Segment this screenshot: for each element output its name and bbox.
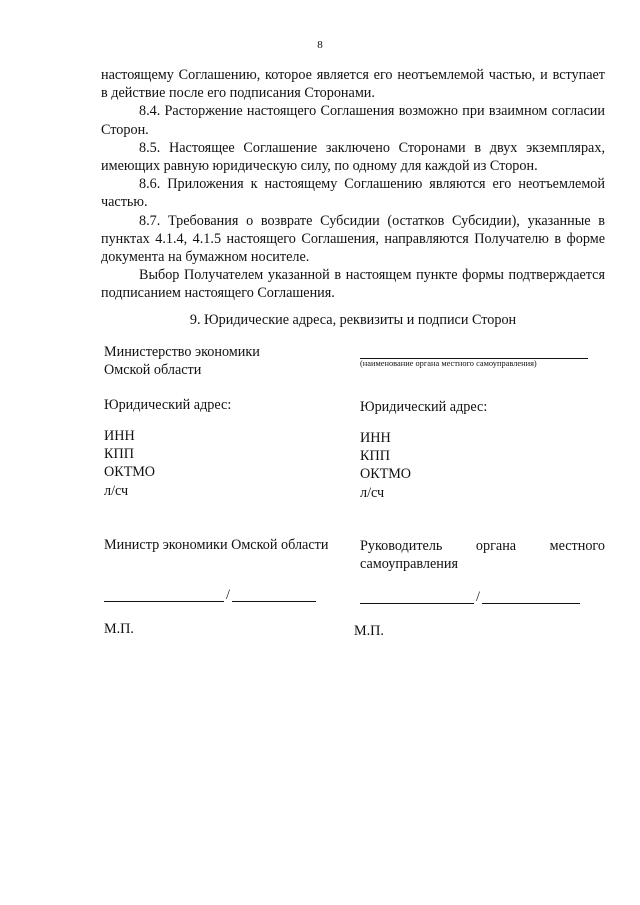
left-signature-field — [104, 589, 224, 602]
left-stamp-label: М.П. — [104, 621, 134, 637]
agreement-text — [101, 66, 605, 303]
paragraph-continuation: настоящему Соглашению, которое является его неотъемлемой частью, и вступает в действие после его подписания Сторонами. — [101, 67, 605, 102]
left-legal-address-label: Юридический адрес: — [104, 397, 232, 413]
left-signature-line — [104, 588, 320, 602]
left-name-field — [232, 589, 316, 602]
right-oktmo-label: ОКТМО — [360, 466, 412, 483]
left-party-name-line1: Министерство экономики — [104, 344, 260, 360]
paragraph-form-choice: Выбор Получателем указанной в настоящем пункте формы подтверждается подписанием настоящего Соглашения. — [101, 267, 605, 302]
section-heading: 9. Юридические адреса, реквизиты и подписи Сторон — [189, 312, 517, 328]
right-legal-address-label: Юридический адрес: — [360, 399, 488, 415]
right-signature-slash: / — [476, 589, 480, 605]
right-signatory-word-1: Руководитель — [360, 538, 443, 554]
right-account-label: л/сч — [360, 484, 385, 501]
left-oktmo-label: ОКТМО — [104, 464, 156, 481]
left-kpp-label: КПП — [104, 446, 134, 463]
right-name-field — [482, 591, 580, 604]
right-signatory-word-3: местного — [549, 538, 605, 554]
left-party-name — [104, 343, 344, 379]
left-signature-slash: / — [226, 587, 230, 603]
left-party-name-line2: Омской области — [104, 362, 202, 379]
left-account-label: л/сч — [104, 482, 129, 499]
right-signatory-word-2: органа — [475, 538, 517, 554]
right-signatory-title — [360, 537, 605, 573]
right-signatory-line2: самоуправления — [360, 556, 458, 573]
paragraph-8-6: 8.6. Приложения к настоящему Соглашению являются его неотъемлемой частью. — [101, 176, 605, 211]
right-signature-field — [360, 591, 474, 604]
page-number: 8 — [317, 39, 323, 51]
right-requisites — [360, 429, 605, 502]
right-kpp-label: КПП — [360, 448, 390, 465]
right-party-name-line — [360, 352, 588, 359]
right-party-name-caption: (наименование органа местного самоуправления) — [360, 359, 537, 368]
left-signatory-title: Министр экономики Омской области — [104, 537, 329, 553]
right-inn-label: ИНН — [360, 430, 391, 446]
left-requisites — [104, 427, 344, 500]
right-party-name-field — [360, 352, 588, 369]
paragraph-8-7: 8.7. Требования о возврате Субсидии (остатков Субсидии), указанные в пунктах 4.1.4, 4.1.5 настоящего Соглашения, направляются Получателю в форме документа на бумажном носителе. — [101, 212, 605, 266]
left-inn-label: ИНН — [104, 428, 135, 444]
right-signatory-line1 — [360, 537, 605, 555]
right-signature-line — [360, 590, 585, 604]
paragraph-8-5: 8.5. Настоящее Соглашение заключено Сторонами в двух экземплярах, имеющих равную юридическую силу, по одному для каждой из Сторон. — [101, 139, 605, 175]
paragraph-8-4: 8.4. Расторжение настоящего Соглашения возможно при взаимном согласии Сторон. — [101, 103, 605, 138]
right-stamp-label: М.П. — [354, 623, 384, 639]
